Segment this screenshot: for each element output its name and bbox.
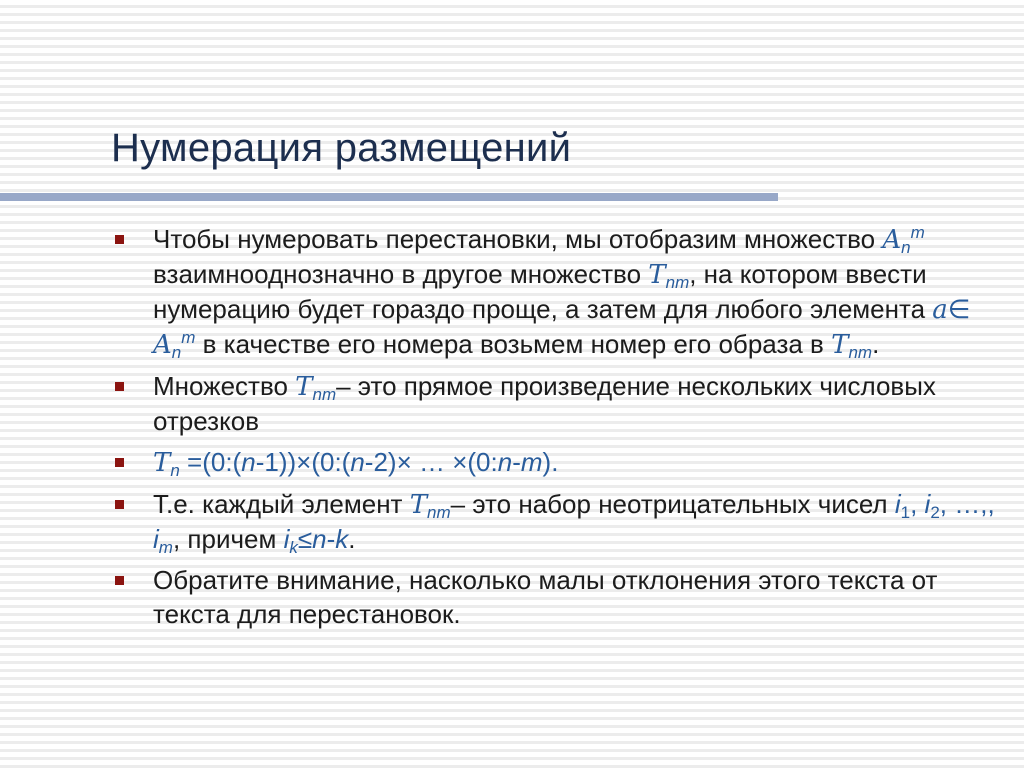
subscript-nm: nm bbox=[427, 503, 451, 522]
subscript-nm: nm bbox=[665, 273, 690, 292]
bullet-text: Обратите внимание, насколько малы отклонения этого текста от текста для перестановок. bbox=[153, 565, 938, 629]
variable-k: k bbox=[335, 524, 349, 554]
formula-text: , bbox=[910, 489, 925, 519]
superscript-m: m bbox=[910, 223, 925, 242]
variable-m: m bbox=[520, 447, 543, 477]
set-t-symbol: T bbox=[831, 330, 849, 360]
bullet-text: взаимнооднозначно в другое множество bbox=[153, 259, 649, 289]
element-a-symbol: a bbox=[932, 295, 948, 325]
slide-title: Нумерация размещений bbox=[111, 126, 572, 170]
bullet-text: , причем bbox=[172, 524, 284, 554]
bullet-text: Множество bbox=[153, 371, 296, 401]
variable-n: n bbox=[497, 447, 513, 477]
subscript-k: k bbox=[289, 538, 298, 557]
set-a-symbol: A bbox=[153, 330, 172, 360]
bullet-text: – это набор неотрицательных чисел bbox=[450, 489, 895, 519]
variable-i: i bbox=[153, 524, 159, 554]
variable-i: i bbox=[924, 489, 931, 519]
formula-text: - bbox=[326, 524, 336, 554]
superscript-m: m bbox=[181, 328, 196, 347]
bullet-item-1 bbox=[111, 222, 1001, 362]
set-t-symbol: T bbox=[409, 490, 428, 520]
bullet-item-4 bbox=[111, 487, 1001, 556]
subscript-nm: nm bbox=[848, 343, 873, 362]
set-t-symbol: T bbox=[153, 448, 171, 478]
formula-text: , …,, bbox=[939, 489, 995, 519]
bullet-text: . bbox=[348, 524, 356, 554]
subscript-2: 2 bbox=[930, 503, 940, 522]
bullet-text: в качестве его номера возьмем номер его образа в bbox=[195, 329, 832, 359]
formula-text: -1))×(0:( bbox=[255, 447, 351, 477]
bullet-text: . bbox=[872, 329, 880, 359]
set-t-symbol: T bbox=[295, 372, 313, 402]
square-bullet-icon bbox=[115, 235, 124, 244]
square-bullet-icon bbox=[115, 382, 124, 391]
square-bullet-icon bbox=[115, 576, 124, 585]
subscript-1: 1 bbox=[900, 503, 911, 522]
set-a-symbol: A bbox=[882, 225, 902, 255]
square-bullet-icon bbox=[115, 500, 124, 509]
subscript-n: n bbox=[901, 238, 911, 257]
bullet-item-3 bbox=[111, 445, 1001, 480]
bullet-text: , на котором ввести нумерацию будет гораздо проще, а затем для любого элемента bbox=[153, 259, 933, 324]
formula-text: -2)× … ×(0: bbox=[364, 447, 498, 477]
variable-i: i bbox=[283, 524, 290, 554]
formula-text: - bbox=[512, 447, 521, 477]
less-equal-symbol: ≤ bbox=[297, 524, 313, 554]
subscript-nm: nm bbox=[312, 385, 337, 404]
bullet-text: Т.е. каждый элемент bbox=[153, 489, 410, 519]
bullet-item-5 bbox=[111, 563, 1001, 631]
title-underline-rule bbox=[0, 193, 778, 201]
subscript-m: m bbox=[158, 538, 173, 557]
bullet-text: – это прямое произведение нескольких числовых отрезков bbox=[153, 371, 936, 436]
bullet-list bbox=[111, 222, 1001, 638]
bullet-text: Чтобы нумеровать перестановки, мы отобразим множество bbox=[153, 224, 883, 254]
subscript-n: n bbox=[170, 461, 180, 480]
formula-text: ). bbox=[542, 447, 559, 477]
set-t-symbol: T bbox=[648, 260, 666, 290]
formula-text: =(0:( bbox=[179, 447, 242, 477]
variable-n: n bbox=[350, 447, 365, 477]
variable-n: n bbox=[312, 524, 327, 554]
variable-n: n bbox=[241, 447, 256, 477]
bullet-item-2 bbox=[111, 369, 1001, 438]
subscript-n: n bbox=[171, 343, 182, 362]
square-bullet-icon bbox=[115, 458, 124, 467]
variable-i: i bbox=[894, 489, 901, 519]
element-of-symbol: ∈ bbox=[947, 294, 971, 324]
